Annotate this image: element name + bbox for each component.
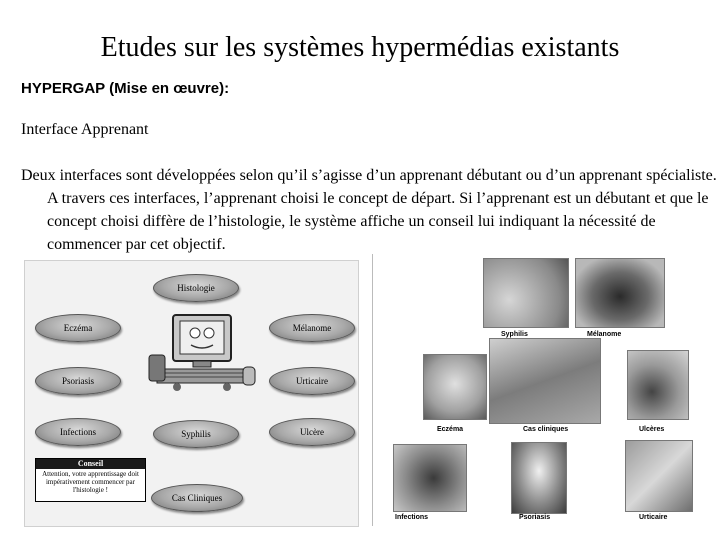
computer-illustration — [147, 311, 259, 393]
photo-urticaire — [625, 440, 693, 512]
advice-dialog — [35, 458, 146, 502]
caption-eczema: Eczéma — [437, 426, 464, 433]
photo-ulceres — [627, 350, 689, 420]
concept-button-cas-cliniques[interactable]: Cas Cliniques — [151, 484, 243, 512]
slide-subtitle: HYPERGAP (Mise en œuvre): — [21, 80, 230, 97]
caption-syphilis: Syphilis — [501, 331, 528, 338]
description-paragraph: Deux interfaces sont développées selon qu’il s’agisse d’un apprenant débutant ou d’un apprenant spécialiste. A travers ces interfaces, l’apprenant choisi le concept de départ. Si l’apprenant est un débutant et que le concept choisi diffère de l’histologie, le système affiche un conseil lui indiquant la nécessité de commencer par cet objectif. — [21, 167, 717, 253]
clinical-photo-collage — [372, 254, 702, 526]
concept-button-eczema[interactable]: Eczéma — [35, 314, 121, 342]
concept-button-urticaire[interactable]: Urticaire — [269, 367, 355, 395]
photo-cas-cliniques — [489, 338, 601, 424]
caption-infections: Infections — [395, 514, 429, 521]
concept-button-syphilis[interactable]: Syphilis — [153, 420, 239, 448]
concept-button-ulcere[interactable]: Ulcère — [269, 418, 355, 446]
photo-melanome — [575, 258, 665, 328]
photo-eczema — [423, 354, 487, 420]
photo-syphilis — [483, 258, 569, 328]
caption-urticaire: Urticaire — [639, 514, 668, 521]
caption-ulceres: Ulcères — [639, 426, 665, 433]
photo-infections — [393, 444, 467, 512]
concept-button-infections[interactable]: Infections — [35, 418, 121, 446]
caption-psoriasis: Psoriasis — [519, 514, 551, 521]
advice-header: Conseil — [36, 459, 145, 469]
concept-button-histologie[interactable]: Histologie — [153, 274, 239, 302]
advice-message: Attention, votre apprentissage doit impérativement commencer par l'histologie ! — [42, 470, 139, 494]
section-title: Interface Apprenant — [21, 121, 149, 138]
slide-title: Etudes sur les systèmes hypermédias existants — [100, 32, 620, 63]
concept-button-melanome[interactable]: Mélanome — [269, 314, 355, 342]
learner-interface-figure — [24, 260, 359, 527]
caption-cas-cliniques: Cas cliniques — [523, 426, 569, 433]
photo-psoriasis — [511, 442, 567, 514]
concept-button-psoriasis[interactable]: Psoriasis — [35, 367, 121, 395]
caption-melanome: Mélanome — [587, 331, 622, 338]
